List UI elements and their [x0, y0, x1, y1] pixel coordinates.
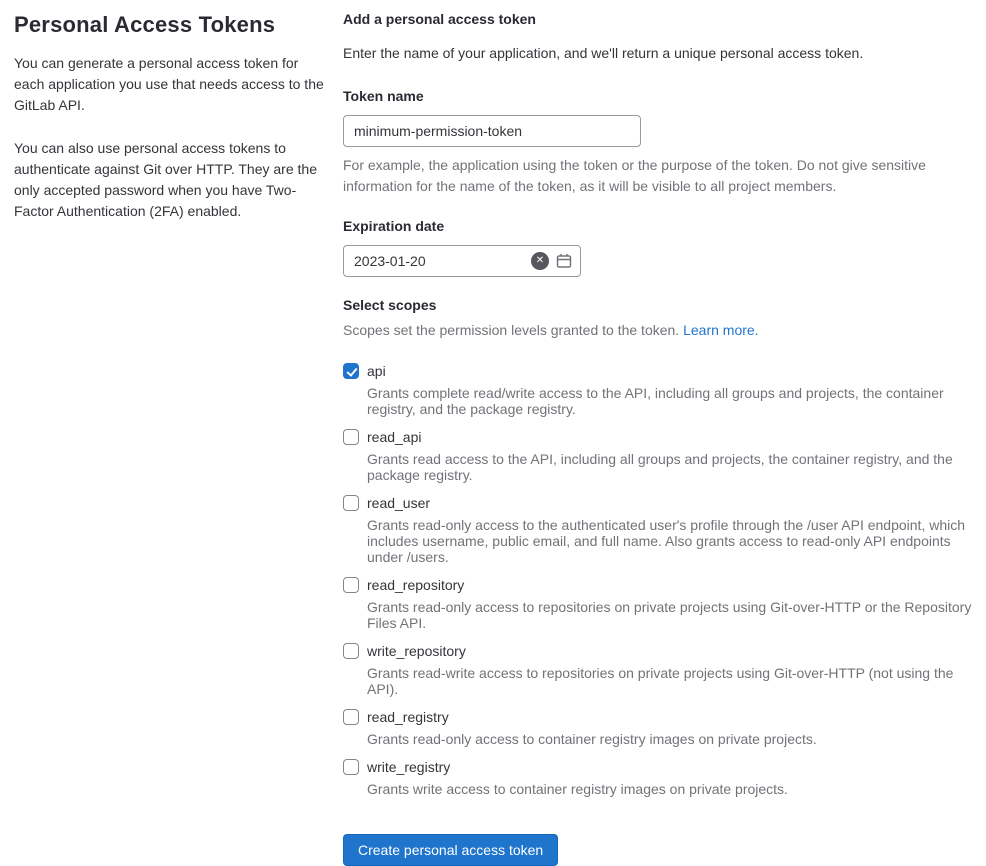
scope-label[interactable]: read_registry [367, 709, 449, 725]
select-scopes-label: Select scopes [343, 297, 437, 313]
form-description: Enter the name of your application, and we'll return a unique personal access token. [343, 45, 864, 61]
scope-row [343, 641, 972, 697]
learn-more-link[interactable]: Learn more. [683, 322, 759, 338]
scope-label[interactable]: api [367, 363, 386, 379]
scopes-help-text: Scopes set the permission levels granted to the token. [343, 322, 680, 338]
add-token-form [343, 10, 972, 866]
settings-section-description [14, 10, 326, 866]
scope-label[interactable]: read_repository [367, 577, 465, 593]
scope-description: Grants read-only access to repositories on private projects using Git-over-HTTP or the Repository Files API. [367, 599, 972, 631]
form-heading: Add a personal access token [343, 11, 536, 27]
token-name-input[interactable] [343, 115, 641, 147]
clear-date-icon[interactable]: ✕ [531, 252, 549, 270]
scopes-help [343, 320, 972, 341]
scope-description: Grants read access to the API, including all groups and projects, the container registry, and the package registry. [367, 451, 953, 483]
scope-description: Grants read-only access to container registry images on private projects. [367, 731, 817, 747]
scope-description: Grants read-write access to repositories on private projects using Git-over-HTTP (not using the API). [367, 665, 954, 697]
scope-checkbox[interactable] [343, 709, 359, 725]
scope-row [343, 493, 972, 565]
scope-description: Grants complete read/write access to the API, including all groups and projects, the container registry, and the package registry. [367, 385, 944, 417]
scope-checkbox[interactable] [343, 363, 359, 379]
scopes-list [343, 361, 972, 797]
token-name-label: Token name [343, 88, 424, 104]
scope-row [343, 707, 972, 747]
create-token-button[interactable]: Create personal access token [343, 834, 558, 866]
token-name-help: For example, the application using the token or the purpose of the token. Do not give sensitive information for the name of the token, as it will be visible to all project members. [343, 157, 926, 194]
scope-row [343, 757, 972, 797]
calendar-icon[interactable] [555, 252, 573, 270]
scope-label[interactable]: write_repository [367, 643, 466, 659]
scope-checkbox[interactable] [343, 759, 359, 775]
expiration-date-field [343, 245, 581, 277]
scope-row [343, 575, 972, 631]
scope-row [343, 361, 972, 417]
scope-description: Grants write access to container registry images on private projects. [367, 781, 788, 797]
page-title: Personal Access Tokens [14, 12, 276, 37]
scope-description: Grants read-only access to the authenticated user's profile through the /user API endpoint, which includes username, public email, and full name. Also grants access to read-only API endpoints under /users. [367, 517, 966, 565]
scope-label[interactable]: write_registry [367, 759, 451, 775]
scope-row [343, 427, 972, 483]
intro-paragraph-2: You can also use personal access tokens to authenticate against Git over HTTP. They are the only accepted password when you have Two-Factor Authentication (2FA) enabled. [14, 140, 317, 219]
scope-label[interactable]: read_user [367, 495, 431, 511]
intro-paragraph-1: You can generate a personal access token for each application you use that needs access to the GitLab API. [14, 55, 324, 113]
expiration-date-label: Expiration date [343, 218, 445, 234]
scope-checkbox[interactable] [343, 577, 359, 593]
scope-checkbox[interactable] [343, 495, 359, 511]
scope-label[interactable]: read_api [367, 429, 422, 445]
scope-checkbox[interactable] [343, 643, 359, 659]
scope-checkbox[interactable] [343, 429, 359, 445]
